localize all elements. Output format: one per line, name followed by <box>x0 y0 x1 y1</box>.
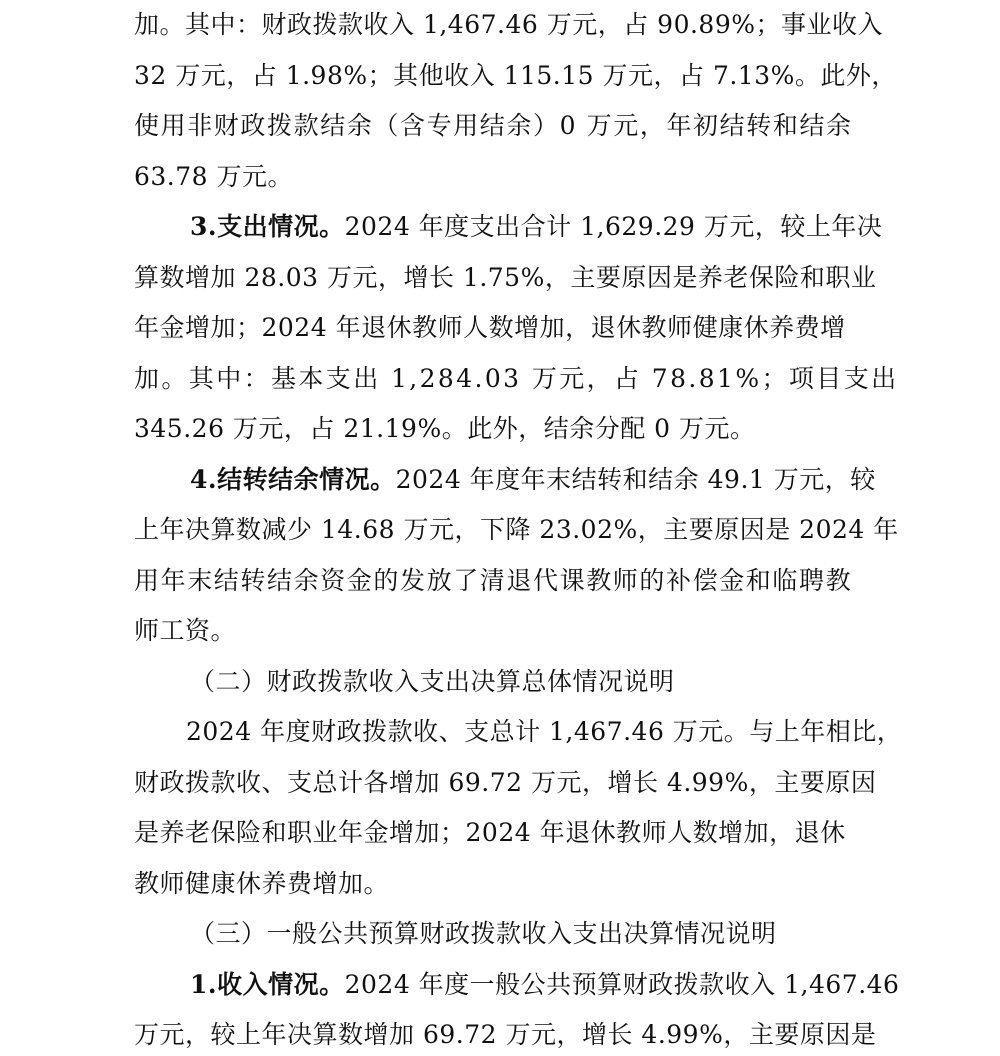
section-label: 1.收入情况。 <box>190 970 345 999</box>
text-line: 63.78 万元。 <box>134 162 294 191</box>
text-line: 2024 年度年末结转和结余 49.1 万元，较 <box>395 465 876 494</box>
text-line: 算数增加 28.03 万元，增长 1.75%，主要原因是养老保险和职业 <box>134 263 877 292</box>
text-line: 是养老保险和职业年金增加；2024 年退休教师人数增加，退休 <box>134 818 846 847</box>
section-heading-2: （二）财政拨款收入支出决算总体情况说明 <box>190 667 675 696</box>
paragraph-income <box>190 968 899 1002</box>
text-line: 345.26 万元，占 21.19%。此外，结余分配 0 万元。 <box>134 414 756 443</box>
text-line: 2024 年度一般公共预算财政拨款收入 1,467.46 <box>344 970 900 999</box>
text-line: 教师健康休养费增加。 <box>134 869 390 898</box>
text-line: 财政拨款收、支总计各增加 69.72 万元，增长 4.99%，主要原因 <box>134 768 877 797</box>
text-line: 年金增加；2024 年退休教师人数增加，退休教师健康休养费增 <box>134 313 846 342</box>
section-label: 3.支出情况。 <box>190 212 345 241</box>
section-label: 4.结转结余情况。 <box>190 465 396 494</box>
text-line: 使用非财政拨款结余（含专用结余）0 万元，年初结转和结余 <box>134 111 853 140</box>
text-line: 2024 年度支出合计 1,629.29 万元，较上年决 <box>344 212 883 241</box>
paragraph-expenditure <box>190 210 882 244</box>
section-heading-3: （三）一般公共预算财政拨款收入支出决算情况说明 <box>190 919 777 948</box>
text-line: 2024 年度财政拨款收、支总计 1,467.46 万元。与上年相比， <box>186 717 903 746</box>
text-line: 32 万元，占 1.98%；其他收入 115.15 万元，占 7.13%。此外， <box>134 61 897 90</box>
text-line: 用年末结转结余资金的发放了清退代课教师的补偿金和临聘教 <box>134 566 853 595</box>
text-line: 上年决算数减少 14.68 万元，下降 23.02%，主要原因是 2024 年 <box>134 515 899 544</box>
paragraph-carryover <box>190 463 876 497</box>
text-line: 加。其中：基本支出 1,284.03 万元，占 78.81%；项目支出 <box>134 364 899 393</box>
text-line: 师工资。 <box>134 616 237 645</box>
text-line: 万元，较上年决算数增加 69.72 万元，增长 4.99%，主要原因是 <box>134 1020 877 1049</box>
text-line: 加。其中：财政拨款收入 1,467.46 万元，占 90.89%；事业收入 <box>134 10 883 39</box>
